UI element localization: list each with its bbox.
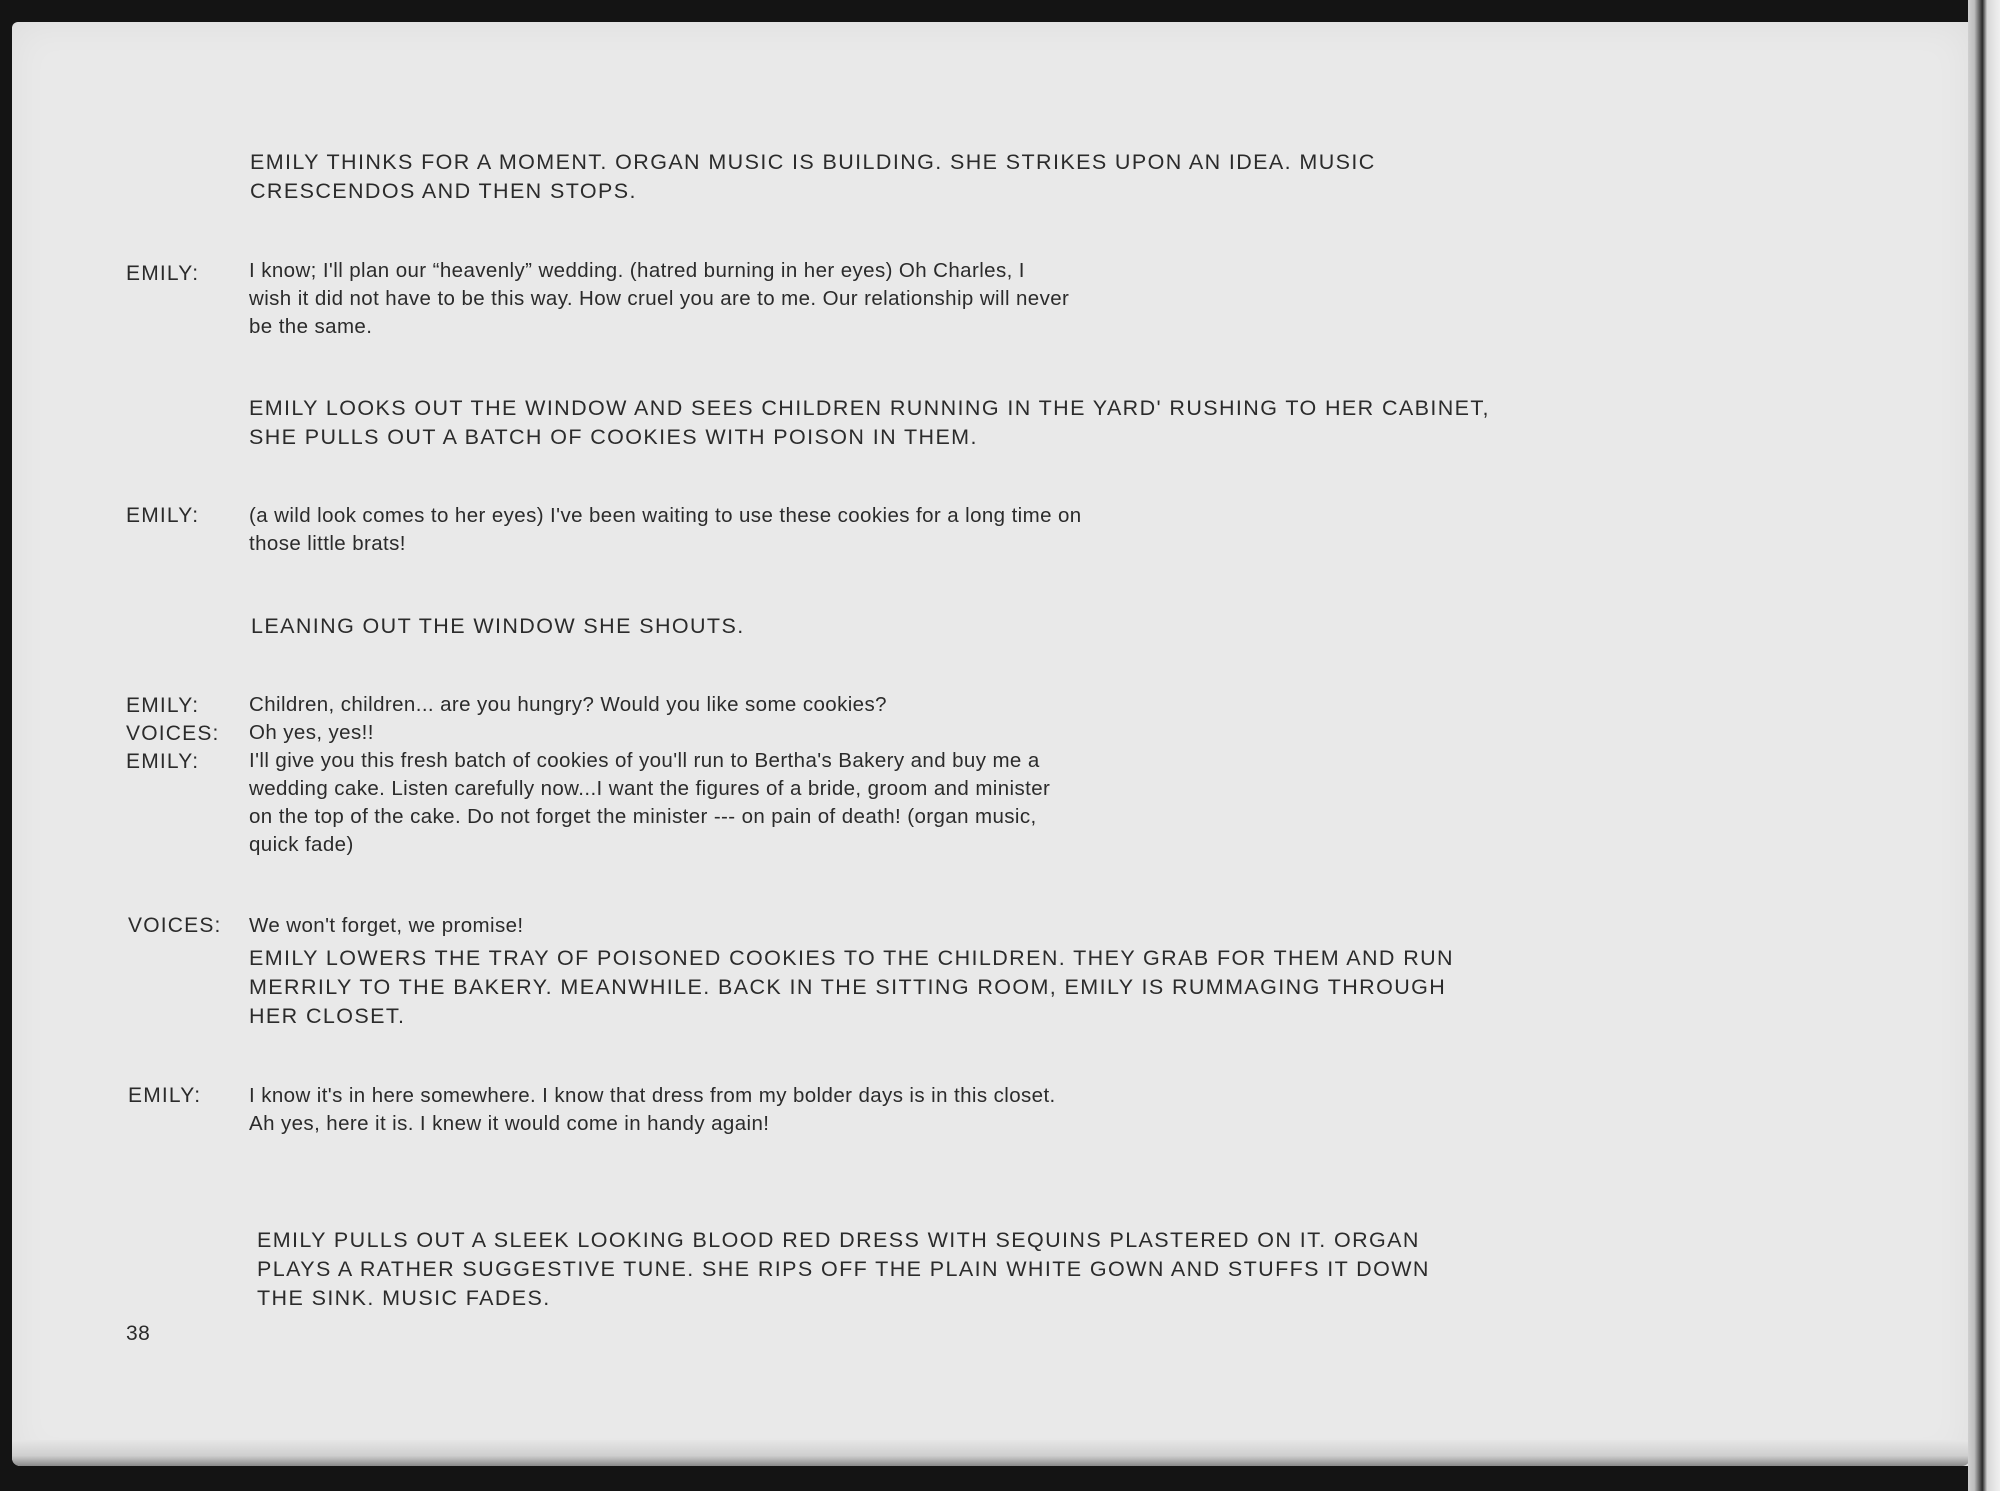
book-spine [1968, 0, 2000, 1491]
stage-direction: EMILY LOWERS THE TRAY OF POISONED COOKIES TO THE CHILDREN. THEY GRAB FOR THEM AND RUN MERRILY TO THE BAKERY. MEANWHILE. BACK IN THE SITTING ROOM, EMILY IS RUMMAGING THROUGH HER CLOSET. [249, 946, 1454, 1028]
speaker-label: EMILY: [126, 262, 200, 285]
speaker-label: VOICES: [126, 722, 220, 745]
speaker-label: EMILY: [128, 1084, 202, 1107]
page-number: 38 [126, 1322, 151, 1345]
stage-direction: EMILY PULLS OUT A SLEEK LOOKING BLOOD RED DRESS WITH SEQUINS PLASTERED ON IT. ORGAN PLAYS A RATHER SUGGESTIVE TUNE. SHE RIPS OFF THE PLAIN WHITE GOWN AND STUFFS IT DOWN THE SINK. MUSIC FADES. [257, 1228, 1430, 1310]
stage-direction: LEANING OUT THE WINDOW SHE SHOUTS. [251, 614, 745, 638]
speaker-label: EMILY: [126, 694, 200, 717]
dialogue-line: Oh yes, yes!! [249, 721, 374, 744]
speaker-label: VOICES: [128, 914, 222, 937]
page-bottom-edge [12, 1440, 1970, 1466]
dialogue-line: I know it's in here somewhere. I know that dress from my bolder days is in this closet. Ah yes, here it is. I knew it would come in handy again! [249, 1084, 1056, 1135]
speaker-label: EMILY: [126, 504, 200, 527]
dialogue-line: (a wild look comes to her eyes) I've been waiting to use these cookies for a long time on those little brats! [249, 504, 1082, 555]
dialogue-line: Children, children... are you hungry? Would you like some cookies? [249, 693, 887, 716]
dialogue-line: I know; I'll plan our “heavenly” wedding. (hatred burning in her eyes) Oh Charles, I wish it did not have to be this way. How cruel you are to me. Our relationship will never be the same. [249, 259, 1070, 338]
dialogue-line: I'll give you this fresh batch of cookies of you'll run to Bertha's Bakery and buy me a wedding cake. Listen carefully now...I want the figures of a bride, groom and minister on the top of the cake. Do not forget the minister --- on pain of death! (organ music, quick fade) [249, 749, 1051, 856]
stage-direction: EMILY THINKS FOR A MOMENT. ORGAN MUSIC IS BUILDING. SHE STRIKES UPON AN IDEA. MUSIC CRESCENDOS AND THEN STOPS. [250, 150, 1376, 203]
dialogue-line: We won't forget, we promise! [249, 914, 524, 937]
speaker-label: EMILY: [126, 750, 200, 773]
stage-direction: EMILY LOOKS OUT THE WINDOW AND SEES CHILDREN RUNNING IN THE YARD' RUSHING TO HER CABINET, SHE PULLS OUT A BATCH OF COOKIES WITH POISON IN THEM. [249, 396, 1490, 449]
